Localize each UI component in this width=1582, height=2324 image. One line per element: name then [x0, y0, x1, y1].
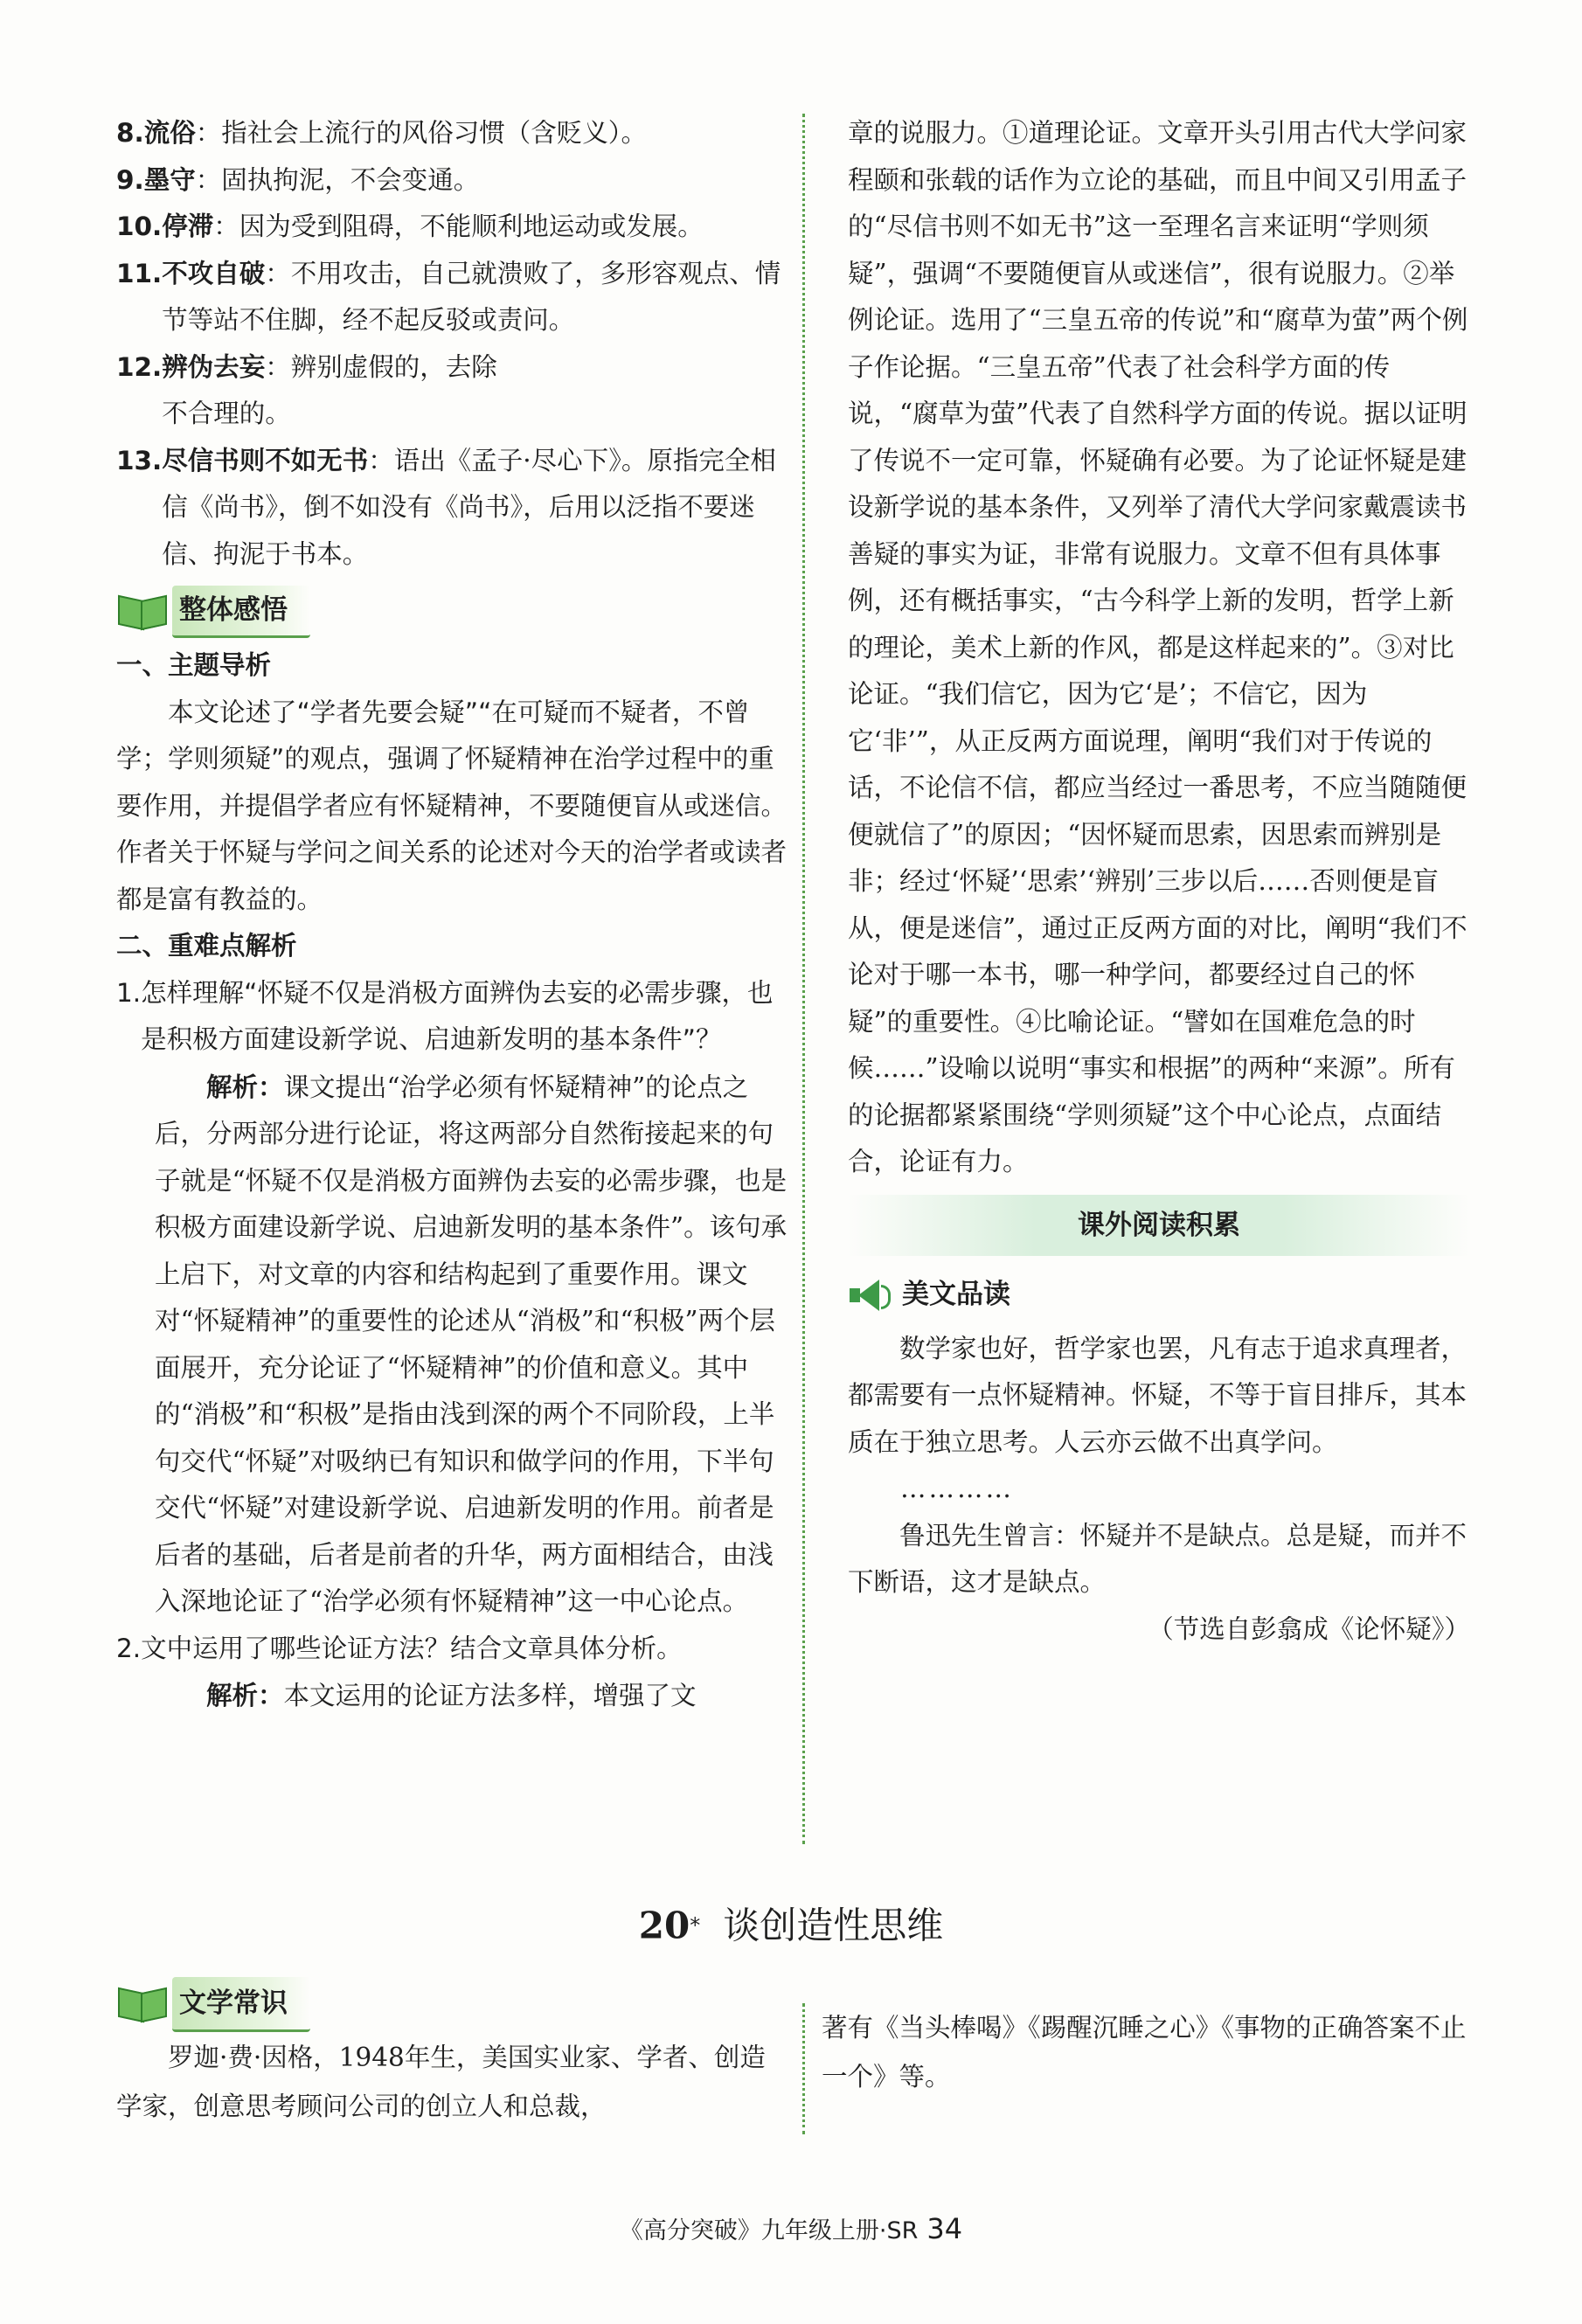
glossary-def: ：语出《孟子·尽心下》。原指完全相信《尚书》，倒不如没有《尚书》，后用以泛指不要迷信、拘泥于书本。 — [162, 445, 776, 569]
glossary-num: 10. — [116, 212, 163, 241]
section-badge-label: 整体感悟 — [172, 586, 310, 639]
answer-text: 本文运用的论证方法多样，增强了文 — [283, 1681, 697, 1710]
glossary-item — [116, 204, 788, 251]
glossary-term: 尽信书则不如无书 — [162, 445, 369, 475]
footer-book-title: 《高分突破》九年级上册·SR — [619, 2217, 919, 2244]
speaker-icon — [848, 1278, 892, 1313]
glossary-term: 辨伪去妄 — [162, 351, 266, 382]
left-column — [116, 110, 788, 1720]
glossary-term: 墨守 — [143, 164, 196, 195]
question-text: 怎样理解“怀疑不仅是消极方面辨伪去妄的必需步骤，也是积极方面建设新学说、启迪新发明的基本条件”？ — [141, 977, 774, 1054]
literary-text-continued — [822, 2003, 1473, 2101]
question-1 — [116, 970, 788, 1064]
extra-reading-banner: 课外阅读积累 — [848, 1195, 1470, 1256]
literary-section — [116, 1977, 788, 2131]
question-2 — [116, 1626, 788, 1673]
glossary-def: ：固执拘泥，不会变通。 — [195, 164, 480, 195]
question-num: 2. — [116, 1633, 142, 1663]
glossary-num: 8. — [116, 118, 144, 148]
reading-title-row — [848, 1268, 1470, 1322]
reading-paragraph: 鲁迅先生曾言：怀疑并不是缺点。总是疑，而并不下断语，这才是缺点。 — [848, 1520, 1468, 1597]
column-divider — [802, 114, 805, 1844]
theme-text: 本文论述了“学者先要会疑”“在可疑而不疑者，不曾学；学则须疑”的观点，强调了怀疑精神在治学过程中的重要作用，并提倡学者应有怀疑精神，不要随便盲从或迷信。作者关于怀疑与学问之间关系的论述对今天的治学者或读者都是富有教益的。 — [116, 697, 788, 914]
page-footer — [0, 2211, 1582, 2245]
book-icon — [116, 594, 165, 629]
section-badge-literary — [116, 1977, 788, 2031]
analysis-heading: 二、重难点解析 — [116, 931, 297, 961]
reading-source: （节选自彭翕成《论怀疑》） — [1148, 1613, 1470, 1644]
answer-2-continued: 章的说服力。①道理论证。文章开头引用古代大学问家程颐和张载的话作为立论的基础，而且中间又引用孟子的“尽信书则不如无书”这一至理名言来证明“学则须疑”，强调“不要随便盲从或迷信”，很有说服力。②举例论证。选用了“三皇五帝的传说”和“腐草为萤”两个例子作论据。“三皇五帝”代表了社会科学方面的传说，“腐草为萤”代表了自然科学方面的传说。据以证明了传说不一定可靠，怀疑确有必要。为了论证怀疑是建设新学说的基本条件，又列举了清代大学问家戴震读书善疑的事实为证，非常有说服力。文章不但有具体事例，还有概括事实，“古今科学上新的发明，哲学上新的理论，美术上新的作风，都是这样起来的”。③对比论证。“我们信它，因为它‘是’；不信它，因为它‘非’”，从正反两方面说理，阐明“我们对于传说的话，不论信不信，都应当经过一番思考，不应当随随便便就信了”的原因；“因怀疑而思索，因思索而辨别是非；经过‘怀疑’‘思索’‘辨别’三步以后……否则便是盲从，便是迷信”，通过正反两方面的对比，阐明“我们不论对于哪一本书，哪一种学问，都要经过自己的怀疑”的重要性。④比喻论证。“譬如在国难危急的时候……”设喻以说明“事实和根据”的两种“来源”。所有的论据都紧紧围绕“学则须疑”这个中心论点，点面结合，论证有力。 — [848, 118, 1468, 1176]
section-badge-label: 文学常识 — [172, 1977, 310, 2032]
glossary-item — [116, 157, 788, 205]
column-divider — [802, 2003, 805, 2134]
section-badge-overall — [116, 585, 788, 639]
answer-2-start — [116, 1672, 788, 1720]
glossary-num: 13. — [116, 445, 163, 475]
chapter-title: 谈创造性思维 — [723, 1904, 944, 1947]
theme-heading: 一、主题导析 — [116, 650, 272, 680]
chapter-number: 20 — [638, 1904, 690, 1947]
glossary-def: ：指社会上流行的风俗习惯（含贬义）。 — [195, 118, 648, 148]
glossary-def: ：因为受到阻碍，不能顺利地运动或发展。 — [213, 212, 704, 241]
glossary-term: 不攻自破 — [162, 258, 266, 288]
answer-label: 解析： — [206, 1680, 284, 1710]
answer-1 — [116, 1064, 788, 1626]
chapter-star: * — [690, 1913, 701, 1938]
right-column — [848, 110, 1470, 1653]
literary-text-right: 著有《当头棒喝》《踢醒沉睡之心》《事物的正确答案不止一个》等。 — [822, 2013, 1467, 2092]
reading-title: 美文品读 — [902, 1278, 1010, 1310]
page-number: 34 — [926, 2212, 963, 2245]
question-text: 文中运用了哪些论证方法？结合文章具体分析。 — [141, 1633, 683, 1663]
glossary-term: 流俗 — [143, 118, 196, 148]
glossary-item — [116, 251, 788, 344]
glossary-num: 9. — [116, 164, 144, 195]
book-icon — [116, 1987, 165, 2022]
answer-label: 解析： — [206, 1071, 284, 1102]
glossary-num: 12. — [116, 351, 163, 382]
glossary-item — [116, 344, 788, 438]
glossary-item — [116, 110, 788, 157]
answer-text: 课文提出“治学必须有怀疑精神”的论点之后，分两部分进行论证，将这两部分自然衔接起来的句子就是“怀疑不仅是消极方面辨伪去妄的必需步骤，也是积极方面建设新学说、启迪新发明的基本条件”。该句承上启下，对文章的内容和结构起到了重要作用。课文对“怀疑精神”的重要性的论述从“消极”和“积极”两个层面展开，充分论证了“怀疑精神”的价值和意义。其中的“消极”和“积极”是指由浅到深的两个不同阶段，上半句交代“怀疑”对吸纳已有知识和做学问的作用，下半句交代“怀疑”对建设新学说、启迪新发明的作用。前者是后者的基础，后者是前者的升华，两方面相结合，由浅入深地论证了“治学必须有怀疑精神”这一中心论点。 — [155, 1072, 788, 1616]
glossary-def: ：辨别虚假的，去除不合理的。 — [162, 351, 497, 428]
glossary-item — [116, 438, 788, 579]
literary-text: 罗迦·费·因格，1948年生，美国实业家、学者、创造学家，创意思考顾问公司的创立人和总裁， — [116, 2043, 766, 2121]
question-num: 1. — [116, 977, 142, 1008]
ellipsis-separator: ………… — [900, 1474, 1014, 1503]
glossary-def: ：不用攻击，自己就溃败了，多形容观点、情节等站不住脚，经不起反驳或责问。 — [162, 258, 781, 335]
chapter-header — [0, 1895, 1582, 1956]
reading-paragraph: 数学家也好，哲学家也罢，凡有志于追求真理者，都需要有一点怀疑精神。怀疑，不等于盲目排斥，其本质在于独立思考。人云亦云做不出真学问。 — [848, 1333, 1468, 1457]
glossary-term: 停滞 — [162, 212, 214, 241]
glossary-num: 11. — [116, 258, 163, 288]
